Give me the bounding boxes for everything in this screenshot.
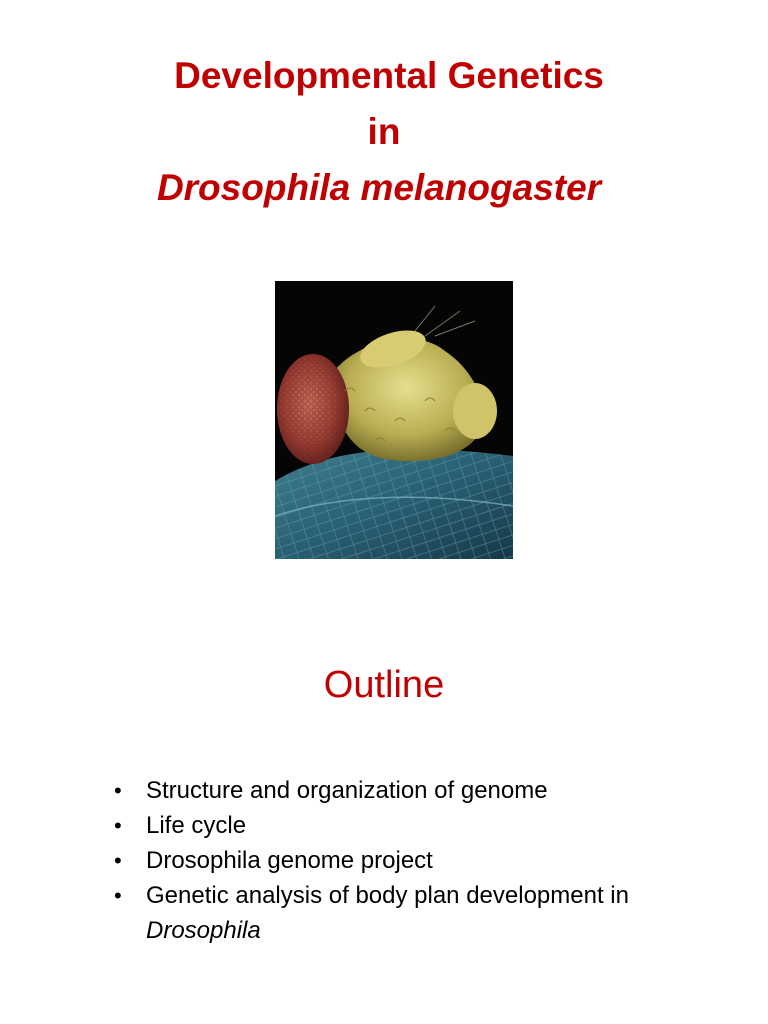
list-item xyxy=(112,878,732,948)
outline-list xyxy=(112,773,732,948)
list-item xyxy=(112,843,732,878)
bullet-icon: • xyxy=(114,848,122,873)
title-line-1: Developmental Genetics xyxy=(174,55,604,96)
fruit-fly-sem-image xyxy=(275,281,513,559)
list-item-text: Life cycle xyxy=(146,812,247,839)
list-item xyxy=(112,773,732,808)
bullet-icon: • xyxy=(114,778,122,803)
list-item xyxy=(112,808,732,843)
title-line-3: Drosophila melanogaster xyxy=(156,167,602,208)
slide-title xyxy=(0,48,768,216)
list-item-text: Genetic analysis of body plan development in xyxy=(146,882,629,909)
list-item-text: Structure and organization of genome xyxy=(146,777,548,804)
list-item-italic-text: Drosophila xyxy=(146,917,261,944)
outline-heading: Outline xyxy=(323,664,445,706)
bullet-icon: • xyxy=(114,813,122,838)
list-item-text: Drosophila genome project xyxy=(146,847,433,874)
bullet-icon: • xyxy=(114,883,122,908)
title-line-2: in xyxy=(367,111,401,152)
